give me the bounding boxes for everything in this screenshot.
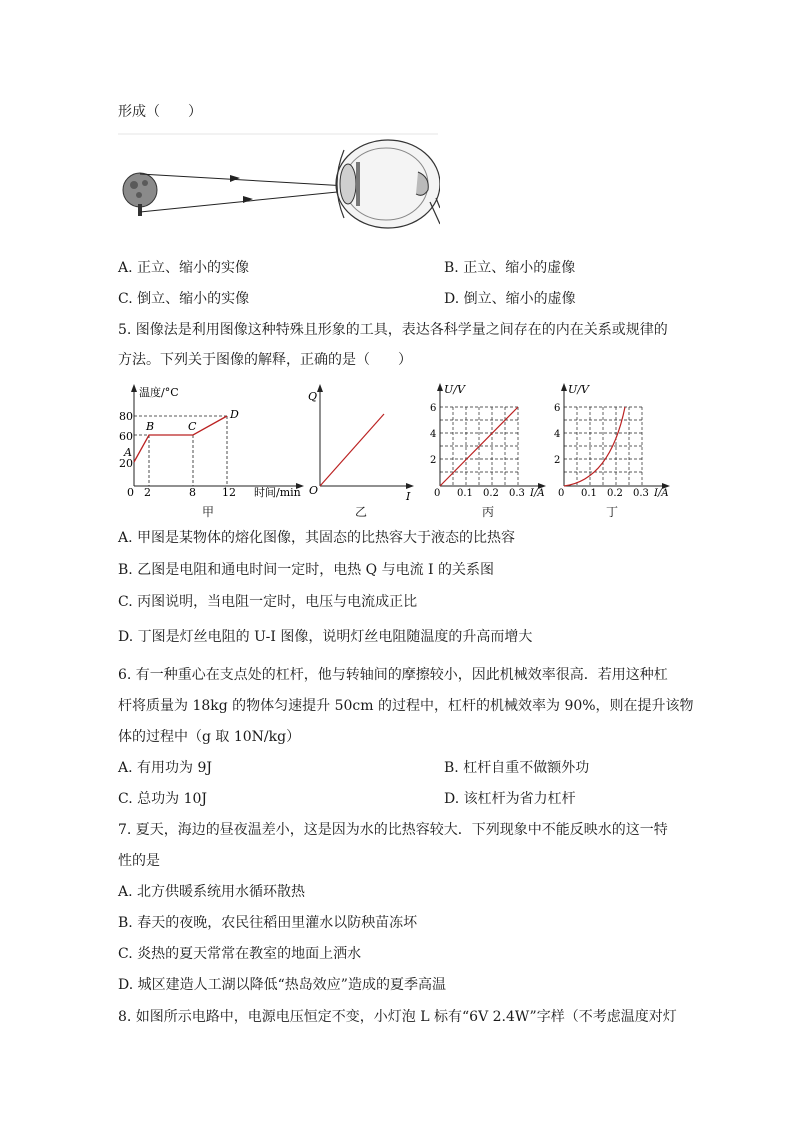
q4-option-a: A. 正立、缩小的实像: [118, 260, 250, 276]
bing-xtick-02: 0.2: [483, 488, 499, 499]
q5-option-d: D. 丁图是灯丝电阻的 U-I 图像，说明灯丝电阻随温度的升高而增大: [118, 629, 533, 645]
bing-ytick-4: 4: [430, 429, 437, 440]
bing-ytick-2: 2: [430, 455, 437, 466]
ding-xtick-02: 0.2: [607, 488, 623, 499]
yi-xlabel: I: [406, 490, 411, 502]
q7-stem-line1: 7. 夏天，海边的昼夜温差小，这是因为水的比热容较大．下列现象中不能反映水的这一特: [118, 822, 668, 838]
q6-stem-line1: 6. 有一种重心在支点处的杠杆，他与转轴间的摩擦较小，因此机械效率很高．若用这种杠: [118, 667, 668, 683]
q6-option-a: A. 有用功为 9J: [118, 760, 212, 776]
jia-point-d: D: [230, 408, 239, 421]
q6-stem-line2: 杆将质量为 18kg 的物体匀速提升 50cm 的过程中，杠杆的机械效率为 90%，则在提升该物: [118, 698, 694, 714]
yi-caption: 乙: [354, 505, 367, 519]
graph-ding: [552, 382, 678, 502]
bing-ylabel: U/V: [444, 383, 465, 396]
bing-xtick-01: 0.1: [457, 488, 473, 499]
jia-ytick-60: 60: [119, 430, 133, 443]
q7-option-c: C. 炎热的夏天常常在教室的地面上洒水: [118, 946, 362, 962]
q6-option-b: B. 杠杆自重不做额外功: [444, 760, 590, 776]
q6-option-c: C. 总功为 10J: [118, 791, 207, 807]
jia-ylabel: 温度/°C: [139, 386, 179, 399]
jia-point-b: B: [146, 420, 155, 433]
q7-option-b: B. 春天的夜晚，农民往稻田里灌水以防秧苗冻坏: [118, 915, 418, 931]
ding-origin: 0: [558, 488, 565, 499]
q7-stem-line2: 性的是: [118, 853, 160, 869]
bing-xtick-03: 0.3: [509, 488, 525, 499]
graph-bing: [424, 382, 550, 502]
q4-stem-tail: 形成（ ）: [118, 104, 202, 120]
ding-ylabel: U/V: [568, 383, 589, 396]
yi-ylabel: Q: [308, 390, 318, 403]
q6-option-d: D. 该杠杆为省力杠杆: [444, 791, 576, 807]
ding-xlabel: I/A: [654, 488, 669, 499]
ding-xtick-01: 0.1: [581, 488, 597, 499]
graph-jia: [116, 382, 306, 502]
eyeball-icon: [336, 140, 440, 228]
jia-origin: 0: [127, 486, 134, 499]
graph-yi: [306, 382, 416, 502]
jia-point-a: A: [124, 446, 132, 459]
q5-option-b: B. 乙图是电阻和通电时间一定时，电热 Q 与电流 I 的关系图: [118, 562, 494, 578]
eye-diagram: [118, 132, 440, 232]
jia-caption: 甲: [201, 505, 214, 519]
q5-stem-line1: 5. 图像法是利用图像这种特殊且形象的工具，表达各科学量之间存在的内在关系或规律的: [118, 322, 668, 338]
q7-option-a: A. 北方供暖系统用水循环散热: [118, 884, 306, 900]
q6-stem-line3: 体的过程中（g 取 10N/kg）: [118, 729, 301, 745]
bing-caption: 丙: [481, 505, 494, 519]
yi-origin: O: [309, 484, 319, 497]
jia-xlabel: 时间/min: [254, 486, 301, 499]
ding-ytick-4: 4: [554, 429, 561, 440]
q8-stem-line1: 8. 如图所示电路中，电源电压恒定不变，小灯泡 L 标有“6V 2.4W”字样（不考虑温度对灯: [118, 1009, 677, 1025]
bing-origin: 0: [434, 488, 441, 499]
jia-point-c: C: [188, 420, 197, 433]
q4-option-d: D. 倒立、缩小的虚像: [444, 291, 576, 307]
q4-option-c: C. 倒立、缩小的实像: [118, 291, 250, 307]
jia-ytick-80: 80: [119, 410, 133, 423]
q7-option-d: D. 城区建造人工湖以降低“热岛效应”造成的夏季高温: [118, 977, 446, 993]
jia-ytick-20: 20: [119, 457, 133, 470]
ding-ytick-2: 2: [554, 455, 561, 466]
q5-stem-line2: 方法。下列关于图像的解释，正确的是（ ）: [118, 352, 412, 368]
ding-caption: 丁: [605, 505, 618, 519]
q4-option-b: B. 正立、缩小的虚像: [444, 260, 576, 276]
bing-ytick-6: 6: [430, 403, 437, 414]
ding-ytick-6: 6: [554, 403, 561, 414]
jia-xtick-8: 8: [189, 486, 196, 499]
jia-xtick-12: 12: [222, 486, 236, 499]
jia-xtick-2: 2: [144, 486, 151, 499]
q5-option-c: C. 丙图说明，当电阻一定时，电压与电流成正比: [118, 594, 418, 610]
ding-xtick-03: 0.3: [633, 488, 649, 499]
bing-xlabel: I/A: [530, 488, 545, 499]
q5-option-a: A. 甲图是某物体的熔化图像，其固态的比热容大于液态的比热容: [118, 530, 516, 546]
yi-line: [320, 414, 384, 486]
tree-icon: [123, 173, 157, 216]
